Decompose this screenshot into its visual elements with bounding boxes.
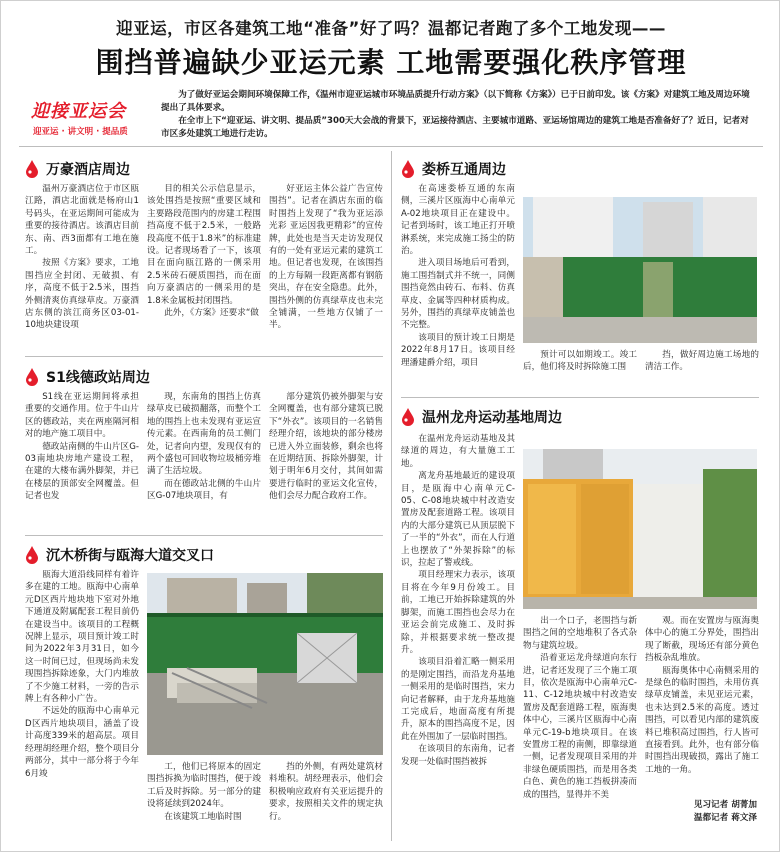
section-head-longzhou <box>401 407 562 427</box>
drop-icon <box>25 546 39 564</box>
s1-col-1 <box>25 391 139 531</box>
drop-icon <box>25 160 39 178</box>
longzhou-col-3 <box>645 615 759 783</box>
photo-mixed-fence <box>523 197 757 343</box>
longzhou-text-2b: 沿着亚运龙舟绿道向东行进，记者还发现了三个施工项目，依次是瓯海中心南单元C-11、C-12地块城中村改造安置房及配套道路工程，瓯海奥体中心，三溪片区瓯海中心南单元C-19-b地块项目。在该安置房工程的南侧，即靠绿道一侧，记者发现项目采用的并非绿色硬质围挡，而是用各类白色、黄色的施工挡板拼凑而成的围挡，显得并不美 <box>523 653 637 800</box>
longzhou-col-1 <box>401 433 515 843</box>
duqiao-text-3: 挡的外侧，有两处建筑材料堆积。胡经理表示，他们会积极响应政府有关亚运提升的要求，按照相关文件的规定执行。 <box>269 762 383 822</box>
section-title-s1: S1线德政站周边 <box>46 370 150 386</box>
divider-louqiao <box>401 397 759 398</box>
wanhao-col-2 <box>147 183 261 353</box>
louqiao-col-3 <box>645 349 759 391</box>
duqiao-text-2: 工，他们已将原本的固定围挡拆换为临时围挡，便于竣工后及时拆除。另一部分的建设将延续到2024年。 <box>147 762 261 810</box>
louqiao-text-3: 挡，做好周边施工场地的清洁工作。 <box>645 350 759 373</box>
longzhou-text-1b: 离龙舟基地最近的建设项目，是瓯海中心南单元C-05、C-08地块城中村改造安置房及配套道路工程。该项目内的大部分建筑已从顶层脱下了一半的“外衣”，而在人行道上也摆放了“外架拆除”的标识，拉起了警戒线。 <box>401 471 515 569</box>
longzhou-text-1e: 在该项目的东南角，记者发现一处临时围挡被拆 <box>401 744 515 767</box>
longzhou-col-2 <box>523 615 637 811</box>
louqiao-text-1c: 该项目的预计竣工日期是2022年8月17日。该项目经理潘建爵介绍，项目 <box>401 332 515 368</box>
section-title-duqiao: 沉木桥街与瓯海大道交叉口 <box>46 548 214 564</box>
wanhao-text-2: 目的相关公示信息显示，该处围挡是按照“重要区域和主要路段范围内的房建工程围挡高度不低于2.5米，一般路段高度不低于1.8米”的标准建设。记者现场看了一下，该项目在面向瓯江路的一侧采用2.5米砖石硬质围挡，而在面向万豪酒店的一侧采用的是1.8米金属板封闭围挡。 <box>147 184 261 306</box>
duqiao-col-1 <box>25 569 139 837</box>
section-head-wanhao <box>25 159 130 179</box>
drop-icon <box>25 368 39 386</box>
byline-reporter-1: 见习记者 胡菁加 <box>693 800 757 810</box>
top-divider <box>19 146 763 147</box>
section-title-louqiao: 娄桥互通周边 <box>422 162 506 178</box>
s1-col-3 <box>269 391 383 531</box>
louqiao-text-2: 预计可以如期竣工。竣工后，他们将及时拆除施工围 <box>523 350 637 373</box>
duqiao-text-1: 瓯海大道沿线同样有着许多在建的工地。瓯海中心南单元D区西片地块地下室对外地下通道及附属配套工程目前仍在建设当中。该项目的工程概况牌上显示，项目预计竣工时间为2022年3月31日，如今这一时间已过，但现场尚未发现围挡拆除迹象，大门内堆放了不少施工材料，一旁的告示牌上有各种小广告。 <box>25 570 139 705</box>
photo-yellow-fence-boards <box>523 449 757 609</box>
drop-icon <box>401 160 415 178</box>
intro-text-1: 为了做好亚运会期间环境保障工作，《温州市迎亚运城市环境品质提升行动方案》（以下简称《方案》）已于日前印发。该《方案》对建筑工地及周边环境提出了具体要求。 <box>161 90 750 113</box>
s1-col-2 <box>147 391 261 531</box>
badge-title: 迎接亚运会 <box>31 101 126 122</box>
louqiao-col-2 <box>523 349 637 391</box>
s1-text-2b: 而在德政站北侧的牛山片区G-07地块项目，有 <box>147 478 261 502</box>
s1-text-1: S1线在亚运期间将承担重要的交通作用。位于牛山片区的德政站，夹在两座隔河相对的地产施工项目中。 <box>25 392 139 440</box>
wanhao-text-1b: 按照《方案》要求，工地围挡应全封闭、无破损、有序，高度不低于2.5米，围挡外侧清爽仿真绿草皮。万豪酒店东侧的滨江商务区03-01-10地块建设项 <box>25 258 139 331</box>
s1-text-1b: 德政站南侧的牛山片区G-03南地块房地产建设工程，在建的大楼布满外脚架，并已在楼层的顶部安全网覆盖。但记者也发 <box>25 441 139 502</box>
longzhou-text-1: 在温州龙舟运动基地及其绿道的周边，有大量施工工地。 <box>401 434 515 469</box>
divider-s1 <box>25 535 383 536</box>
wanhao-text-2b: 此外，《方案》还要求“做 <box>164 308 259 319</box>
louqiao-col-1 <box>401 183 515 389</box>
longzhou-text-1c: 项目经理宋力表示，该项目将在今年9月份竣工。目前，工地已开始拆除建筑的外脚架，而施工围挡也会尽力在亚运会前完成施工、及时拆除，并根据要求统一整改提升。 <box>401 570 515 655</box>
wanhao-text-1: 温州万豪酒店位于市区瓯江路，酒店北面就是杨府山1号码头，在亚运期间可能成为重要的接待酒店。该酒店目前东、南、西3面都有工地在施工。 <box>25 184 139 257</box>
section-head-duqiao <box>25 545 214 565</box>
duqiao-text-2b: 在该建筑工地临时围 <box>164 811 242 822</box>
longzhou-text-3: 观。而在安置房与瓯海奥体中心的施工分界处，围挡出现了断截，现场还有部分黄色挡板杂乱堆放。 <box>645 616 759 664</box>
longzhou-text-1d: 该项目沿着汇略一侧采用的是刚定围挡，而沿龙舟基地一侧采用的是临时围挡，宋力向记者解释，由于龙舟基地施工完成后，地面高度有所提升，原本的围挡高度不足，因此在外围加了一层临时围挡。 <box>401 657 515 742</box>
wanhao-col-3 <box>269 183 383 353</box>
drop-icon <box>401 408 415 426</box>
byline-reporter-2: 温都记者 蒋文泽 <box>693 813 757 823</box>
louqiao-text-1: 在高速娄桥互通的东南侧，三溪片区瓯海中心南单元A-02地块项目正在建设中。记者到场时，该工地正打开喷淋系统，来完成施工扬尘的防治。 <box>401 184 515 257</box>
byline <box>645 799 757 825</box>
s1-text-3: 部分建筑仍被外脚架与安全网覆盖，也有部分建筑已脱下“外衣”。该项目的一名销售经理介绍，该地块的部分楼房已进入外立面装修，剩余也将在近期结顶、拆除外脚架，计划于明年6月交付，其间如需要进行临时的亚运文化宣传，他们会尽力配合政府工作。 <box>269 392 383 502</box>
intro-paragraph <box>161 89 751 141</box>
section-head-louqiao <box>401 159 506 179</box>
badge-subtitle: 迎亚运 · 讲文明 · 提品质 <box>33 127 128 137</box>
photo-construction-fence-road <box>147 573 383 755</box>
main-headline: 围挡普遍缺少亚运元素 工地需要强化秩序管理 <box>95 46 687 79</box>
section-title-longzhou: 温州龙舟运动基地周边 <box>422 410 562 426</box>
duqiao-text-1b: 不远处的瓯海中心南单元D区西片地块项目，涵盖了设计高度339米的超高层。项目经理胡经理介绍，整个项目分两部分，其中一部分将于今年6月竣 <box>25 706 139 779</box>
intro-text-2: 在全市上下“迎亚运、讲文明、提品质”300天大会战的背景下，亚运接待酒店、主要城市道路、亚运场馆周边的建筑工地是否准备好了？近日，记者对市区多处建筑工地进行走访。 <box>161 116 749 139</box>
wanhao-text-3: 好亚运主体公益广告宣传围挡”。记者在酒店东面的临时围挡上发现了“我为亚运添光彩 亚运因我更精彩”的宣传牌，此处也是当天走访发现仅有的一处有亚运元素的建筑工地。但记者也发现，在该围挡的上方每隔一段距离都有钢筋突出，存在安全隐患。此外，围挡外侧的仿真绿草皮也未完全铺满，一些地方仅铺了一半。 <box>269 184 383 331</box>
section-title-wanhao: 万豪酒店周边 <box>46 162 130 178</box>
duqiao-col-2 <box>147 761 261 837</box>
section-head-s1 <box>25 367 150 387</box>
louqiao-text-1b: 进入项目场地后可看到，施工围挡制式并不统一，同侧围挡竟然由砖石、布料、仿真草皮、金属等四种材质构成。另外，围挡的真绿草皮铺盖也不完整。 <box>401 258 515 331</box>
wanhao-col-1 <box>25 183 139 353</box>
duqiao-col-3 <box>269 761 383 837</box>
longzhou-text-2: 出一个口子，老围挡与新围挡之间的空地堆积了各式杂物与建筑垃圾。 <box>523 616 637 651</box>
column-badge <box>31 97 149 143</box>
longzhou-text-3b: 瓯海奥体中心南侧采用的是绿色的临时围挡，未用仿真绿草皮铺盖，未见亚运元素，也未达到2.5米的高度。透过围挡，可以看见内部的建筑废料已堆积高过围挡，行人皆可直接看到。此外，也有部分临时围挡出现破损，露出了施工工地的一角。 <box>645 665 759 775</box>
divider-wanhao <box>25 356 383 357</box>
center-divider <box>391 151 392 841</box>
kicker-headline: 迎亚运，市区各建筑工地“准备”好了吗？温都记者跑了多个工地发现—— <box>116 19 666 38</box>
s1-text-2: 现，东南角的围挡上仿真绿草皮已破损翻落，而整个工地的围挡上也未发现有亚运宣传元素。在西南角的员工侧门处，记者向内望，发现仅有的两个盛包可回收物垃圾桶旁堆满了生活垃圾。 <box>147 392 261 477</box>
